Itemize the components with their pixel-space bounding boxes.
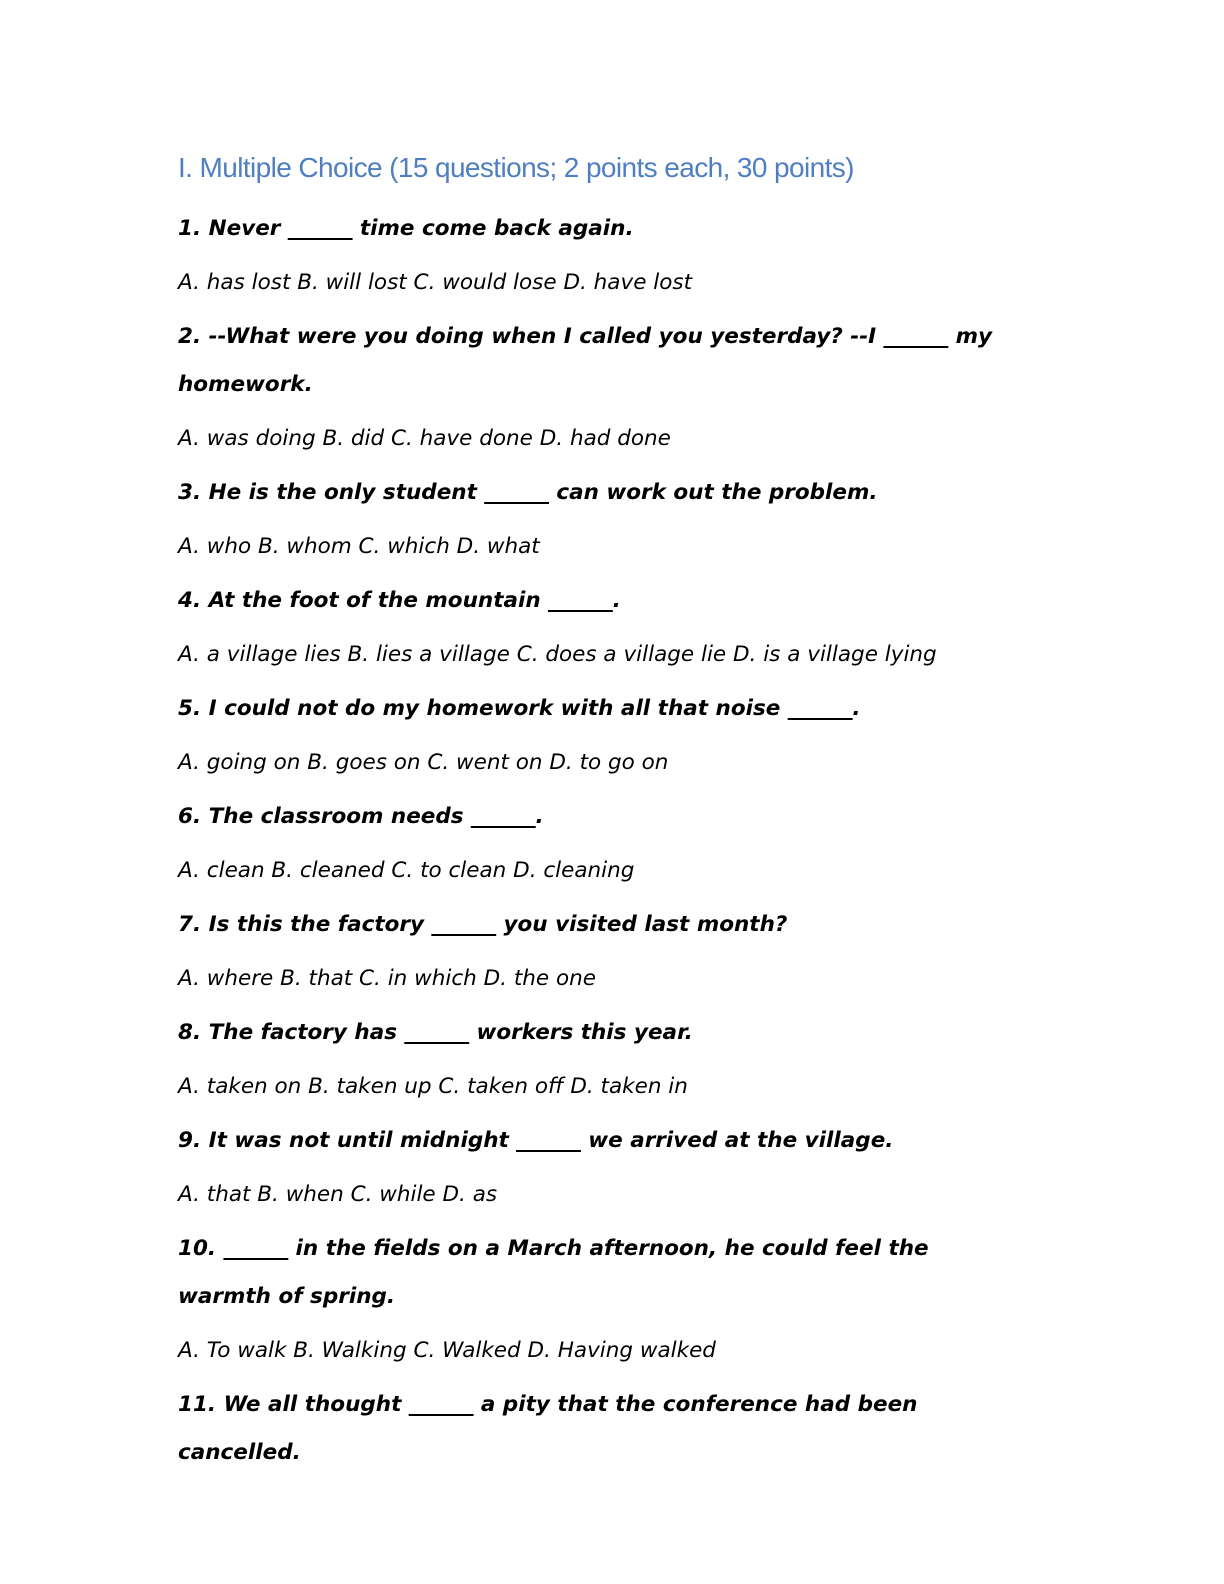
question-stem: 11. We all thought ______ a pity that the conference had been cancelled.: [178, 1392, 918, 1465]
question-stem: 5. I could not do my homework with all that noise ______.: [178, 696, 861, 721]
answer-options: A. was doing B. did C. have done D. had done: [178, 426, 671, 451]
question-stem: 10. ______ in the fields on a March afternoon, he could feel the warmth of spring.: [178, 1236, 929, 1309]
question-stem: 8. The factory has ______ workers this year.: [178, 1020, 693, 1045]
question-stem: 4. At the foot of the mountain ______.: [178, 588, 621, 613]
answer-options: A. taken on B. taken up C. taken off D. taken in: [178, 1074, 688, 1099]
document-content: [178, 148, 1038, 1483]
answer-options: A. who B. whom C. which D. what: [178, 534, 540, 559]
question-stem: 6. The classroom needs ______.: [178, 804, 544, 829]
answer-options: A. where B. that C. in which D. the one: [178, 966, 596, 991]
answer-options: A. a village lies B. lies a village C. does a village lie D. is a village lying: [178, 642, 937, 667]
answer-options: A. To walk B. Walking C. Walked D. Having walked: [178, 1338, 716, 1363]
answer-options: A. going on B. goes on C. went on D. to go on: [178, 750, 669, 775]
answer-options: A. has lost B. will lost C. would lose D. have lost: [178, 270, 693, 295]
answer-options: A. clean B. cleaned C. to clean D. cleaning: [178, 858, 635, 883]
question-stem: 9. It was not until midnight ______ we arrived at the village.: [178, 1128, 894, 1153]
question-stem: 7. Is this the factory ______ you visited last month?: [178, 912, 788, 937]
question-stem: 1. Never ______ time come back again.: [178, 216, 634, 241]
question-stem: 2. --What were you doing when I called you yesterday? --I ______ my homework.: [178, 324, 993, 397]
question-stem: 3. He is the only student ______ can work out the problem.: [178, 480, 878, 505]
section-heading: I. Multiple Choice (15 questions; 2 points each, 30 points): [178, 152, 854, 183]
answer-options: A. that B. when C. while D. as: [178, 1182, 498, 1207]
